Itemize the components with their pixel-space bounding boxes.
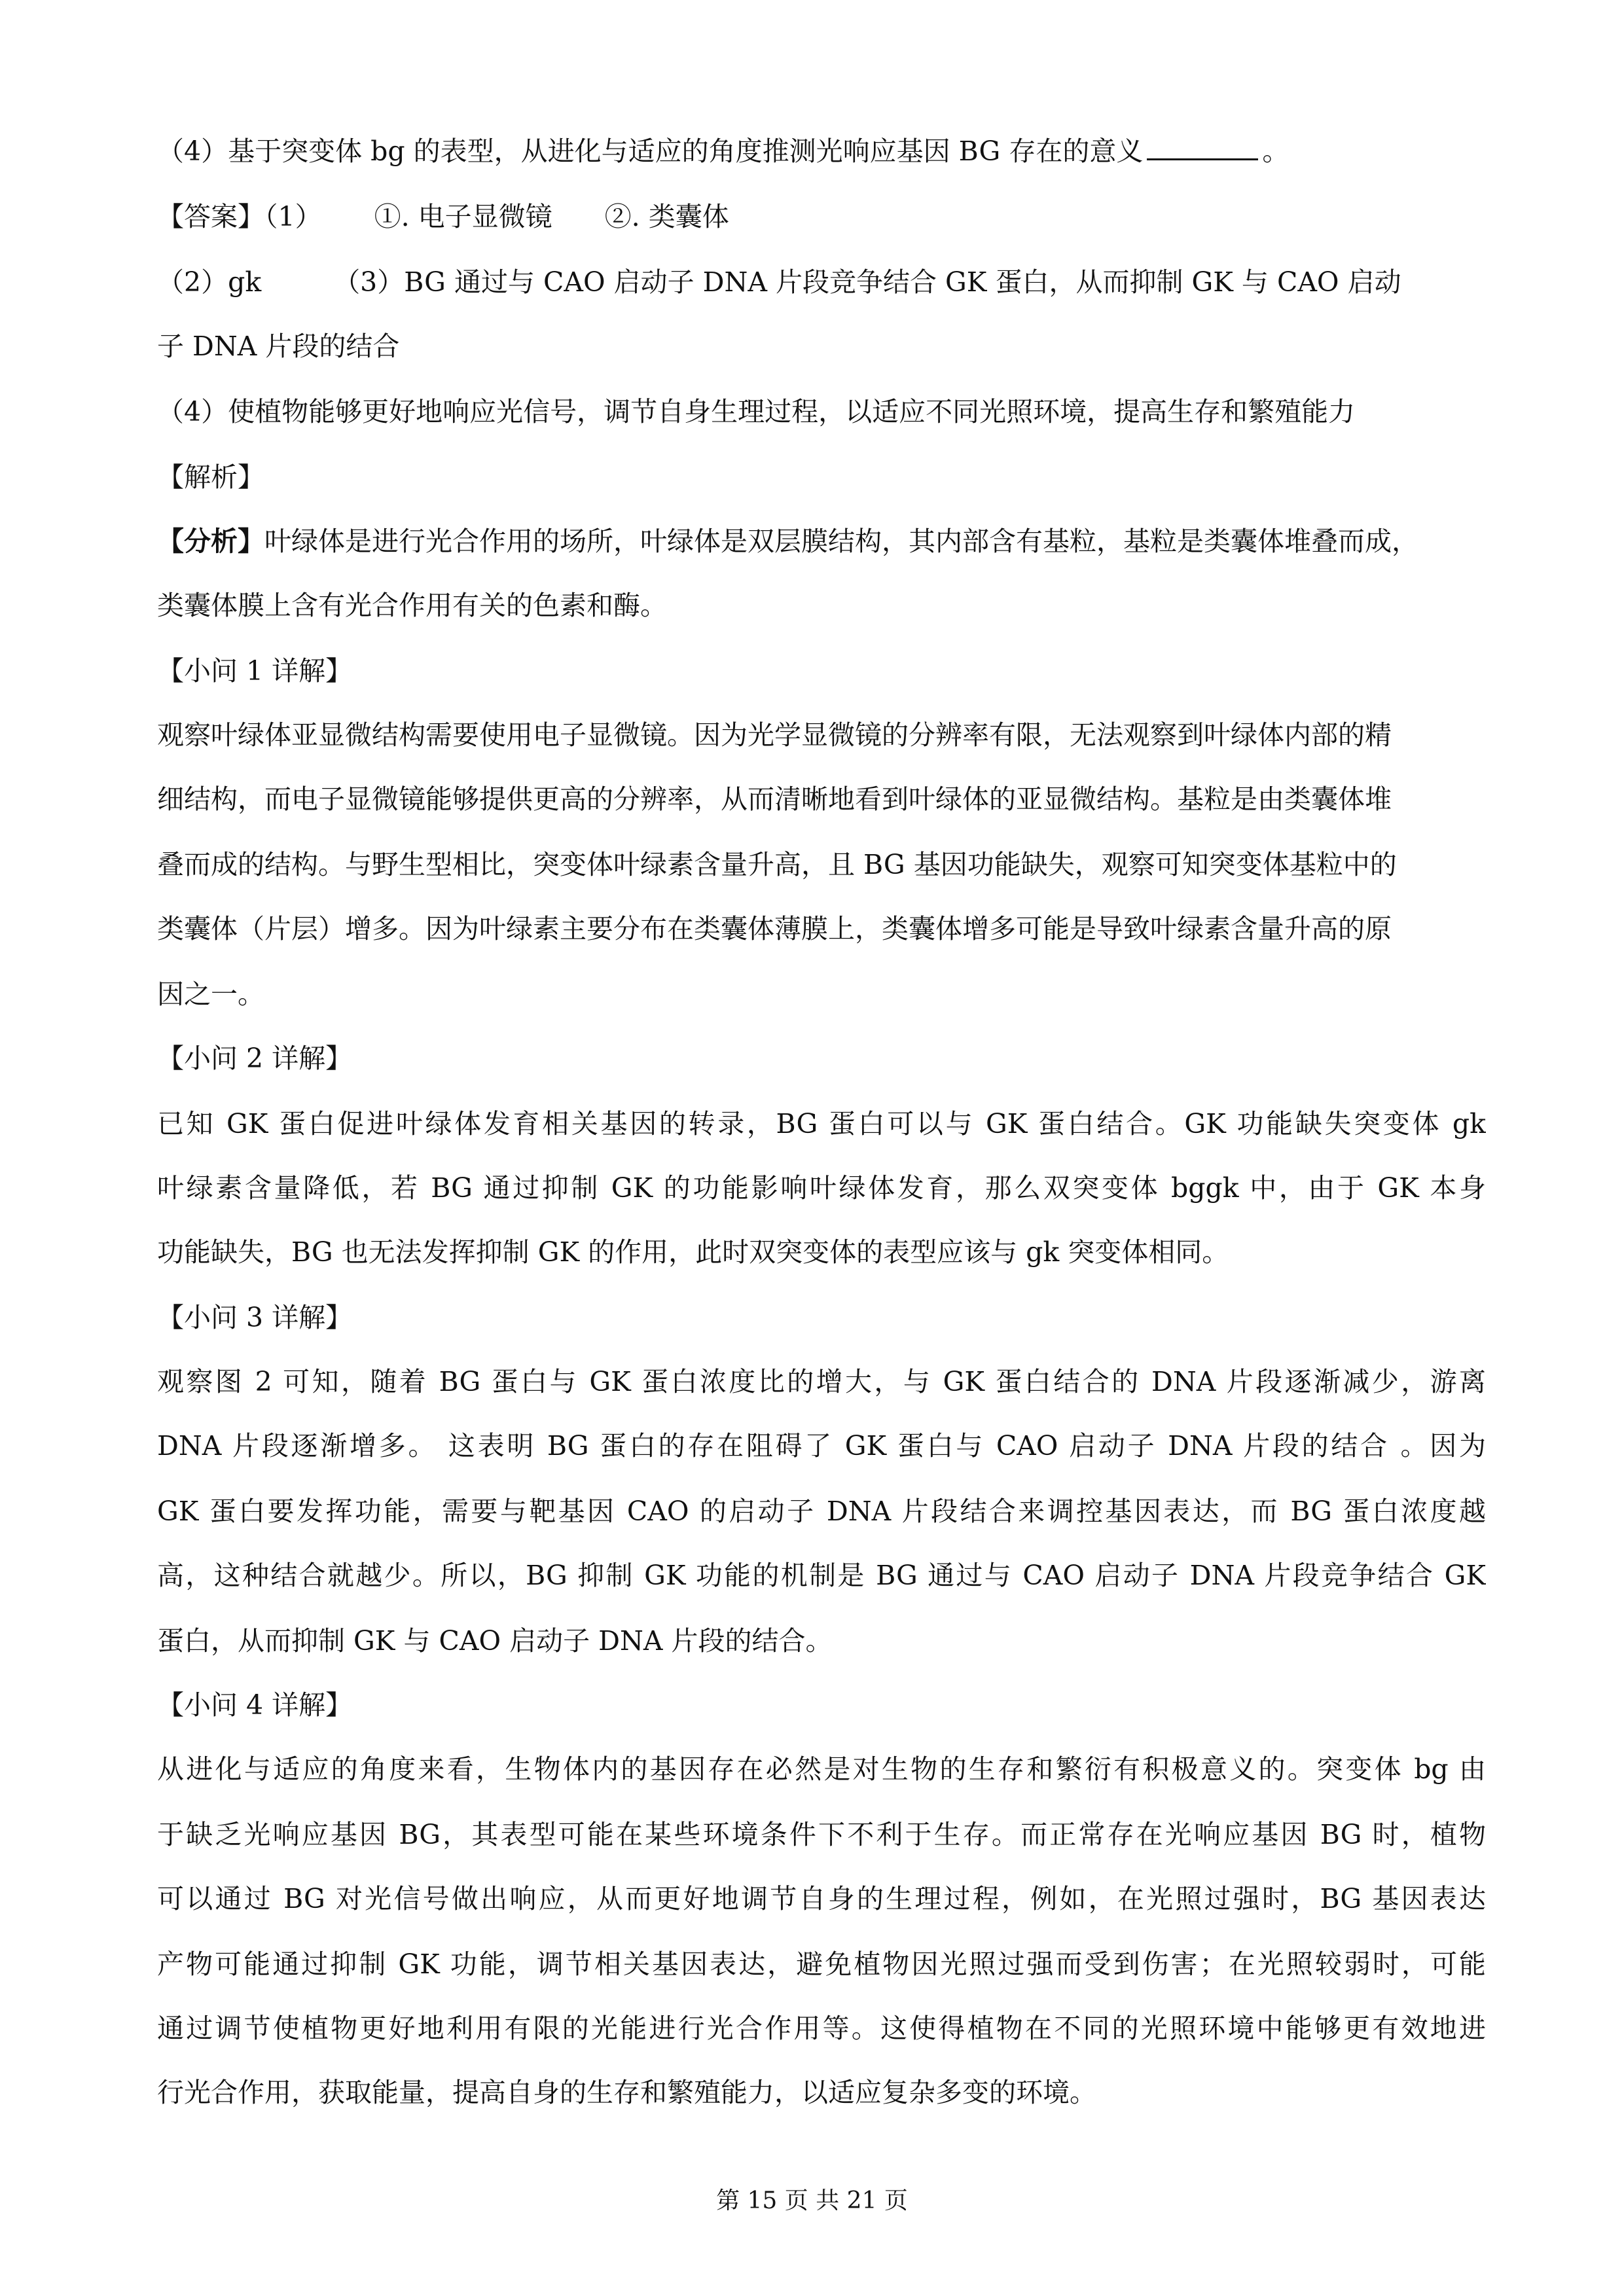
section-3-line: 高，这种结合就越少。所以，BG 抑制 GK 功能的机制是 BG 通过与 CAO 启动子 DNA 片段竞争结合 GK [157,1560,1486,1591]
answer-label: 【答案】（1） [157,201,322,232]
page-number-footer: 第 15 页 共 21 页 [716,2187,908,2214]
section-1-line: 细结构，而电子显微镜能够提供更高的分辨率，从而清晰地看到叶绿体的亚显微结构。基粒是由类囊体堆 [157,783,1392,815]
section-4-line: 通过调节使植物更好地利用有限的光能进行光合作用等。这使得植物在不同的光照环境中能够更有效地进 [157,2013,1486,2044]
question-4-line [157,131,1486,171]
section-4-line: 于缺乏光响应基因 BG，其表型可能在某些环境条件下不利于生存。而正常存在光响应基因 BG 时，植物 [157,1819,1486,1850]
section-4-line: 可以通过 BG 对光信号做出响应，从而更好地调节自身的生理过程，例如，在光照过强时，BG 基因表达 [157,1883,1486,1914]
section-4-line: 行光合作用，获取能量，提高自身的生存和繁殖能力，以适应复杂多变的环境。 [157,2077,1096,2108]
section-1-heading: 【小问 1 详解】 [157,655,353,687]
answer-line-1 [157,196,1486,237]
analysis-label: 【分析】 [157,526,264,557]
section-4-line: 产物可能通过抑制 GK 功能，调节相关基因表达，避免植物因光照过强而受到伤害；在光照较弱时，可能 [157,1948,1486,1980]
question-4-text: （4）基于突变体 bg 的表型，从进化与适应的角度推测光响应基因 BG 存在的意义 [157,135,1144,167]
section-2-line: 叶绿素含量降低，若 BG 通过抑制 GK 的功能影响叶绿体发育，那么双突变体 bggk 中，由于 GK 本身 [157,1172,1486,1204]
answer-line-2 [157,262,1486,302]
section-3-line: 蛋白，从而抑制 GK 与 CAO 启动子 DNA 片段的结合。 [157,1625,833,1657]
section-2-heading: 【小问 2 详解】 [157,1043,353,1074]
section-1-line: 因之一。 [157,978,264,1010]
answer-1-1: ①. 电子显微镜 [374,201,552,232]
answer-1-2: ②. 类囊体 [604,201,729,232]
answer-line-4: （4）使植物能够更好地响应光信号，调节自身生理过程，以适应不同光照环境，提高生存和繁殖能力 [157,396,1356,427]
section-2-line: 已知 GK 蛋白促进叶绿体发育相关基因的转录，BG 蛋白可以与 GK 蛋白结合。GK 功能缺失突变体 gk [157,1108,1486,1139]
section-3-line: GK 蛋白要发挥功能，需要与靶基因 CAO 的启动子 DNA 片段结合来调控基因表达，而 BG 蛋白浓度越 [157,1496,1486,1527]
section-3-line: 观察图 2 可知，随着 BG 蛋白与 GK 蛋白浓度比的增大，与 GK 蛋白结合的 DNA 片段逐渐减少，游离 [157,1366,1486,1397]
section-1-line: 观察叶绿体亚显微结构需要使用电子显微镜。因为光学显微镜的分辨率有限，无法观察到叶绿体内部的精 [157,719,1392,751]
answer-2: （2）gk [157,266,262,298]
analysis-text-1: 叶绿体是进行光合作用的场所，叶绿体是双层膜结构，其内部含有基粒，基粒是类囊体堆叠而成， [264,526,1418,557]
section-3-heading: 【小问 3 详解】 [157,1302,353,1333]
jiexi-heading: 【解析】 [157,461,264,493]
section-3-line: DNA 片段逐渐增多。 这表明 BG 蛋白的存在阻碍了 GK 蛋白与 CAO 启动子 DNA 片段的结合 。因为 [157,1430,1486,1462]
section-1-line: 类囊体（片层）增多。因为叶绿素主要分布在类囊体薄膜上，类囊体增多可能是导致叶绿素含量升高的原 [157,913,1392,944]
answer-blank [1147,132,1258,160]
section-4-heading: 【小问 4 详解】 [157,1689,353,1721]
section-1-line: 叠而成的结构。与野生型相比，突变体叶绿素含量升高，且 BG 基因功能缺失，观察可知突变体基粒中的 [157,849,1397,880]
answer-line-3: 子 DNA 片段的结合 [157,331,400,362]
section-4-line: 从进化与适应的角度来看，生物体内的基因存在必然是对生物的生存和繁衍有积极意义的。突变体 bg 由 [157,1753,1486,1785]
analysis-line-1 [157,521,1486,562]
question-4-suffix: 。 [1262,135,1290,167]
answer-3: （3）BG 通过与 CAO 启动子 DNA 片段竞争结合 GK 蛋白，从而抑制 GK 与 CAO 启动 [333,266,1401,298]
section-2-line: 功能缺失，BG 也无法发挥抑制 GK 的作用，此时双突变体的表型应该与 gk 突变体相同。 [157,1236,1229,1268]
analysis-line-2: 类囊体膜上含有光合作用有关的色素和酶。 [157,590,667,621]
